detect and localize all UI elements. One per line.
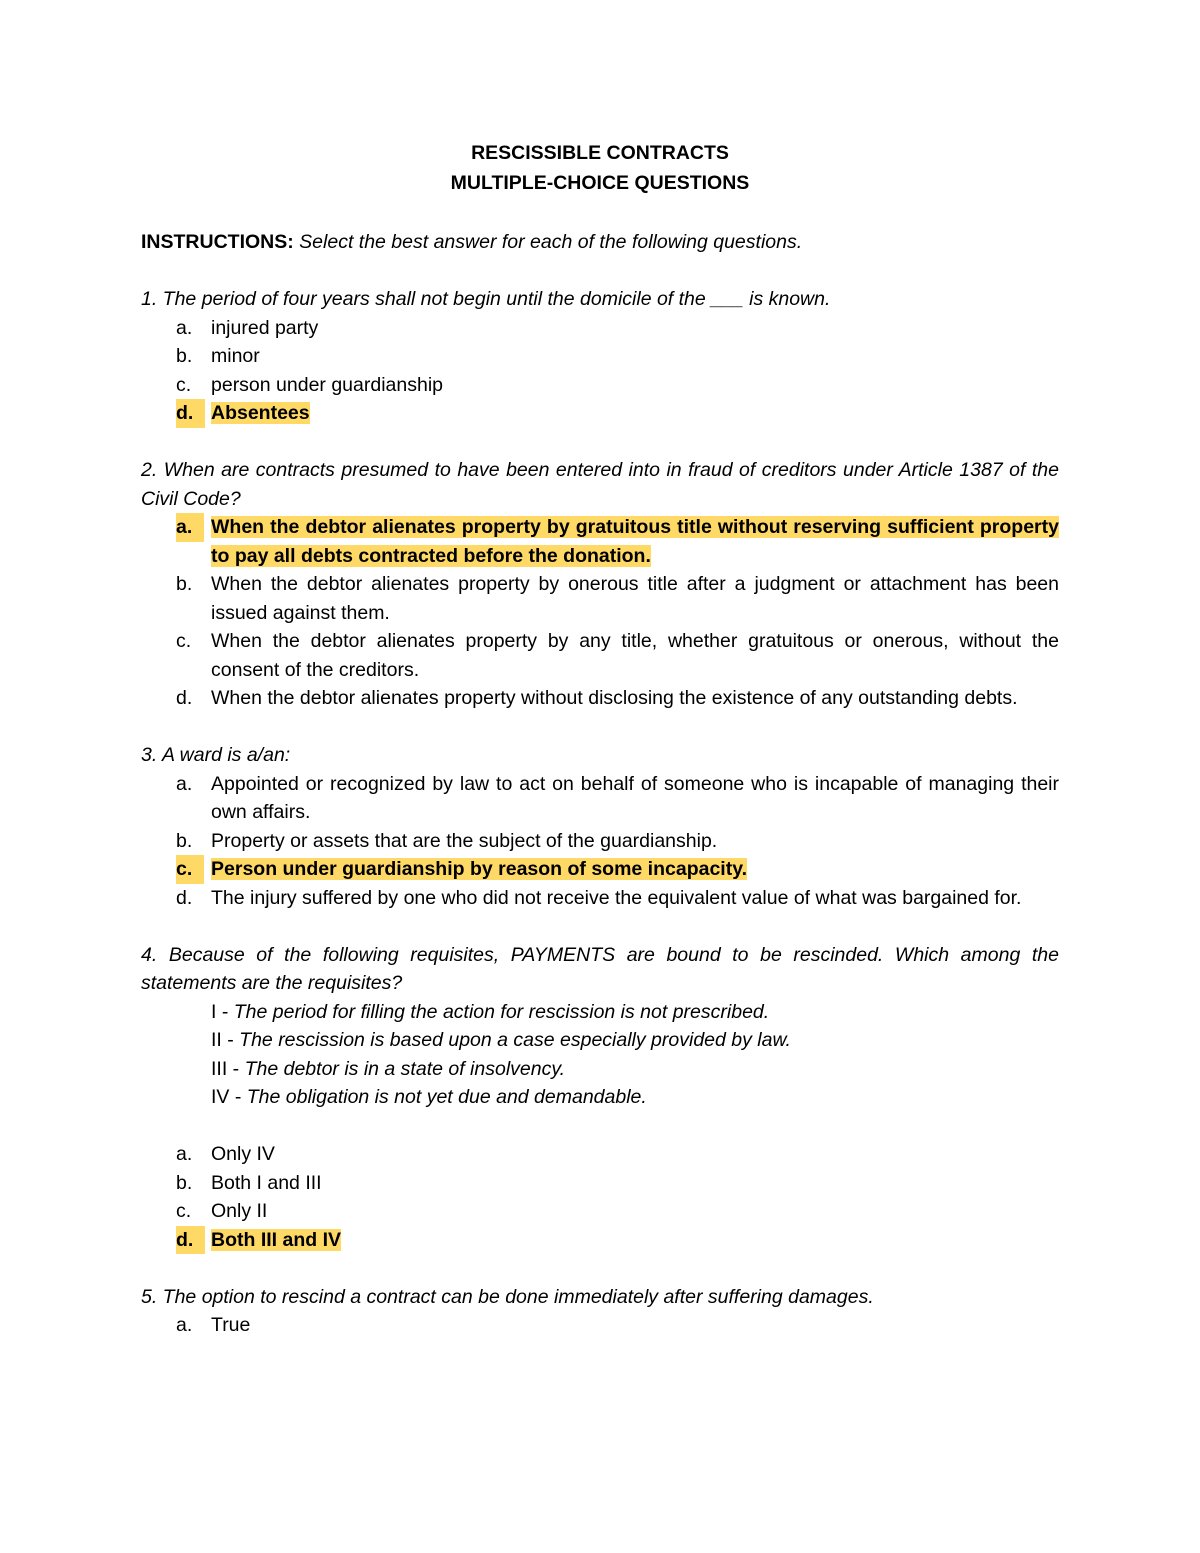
requisite-iii [211,1055,1059,1084]
requisite-numeral: IV - [211,1086,247,1108]
option-a[interactable] [141,314,1059,343]
option-text: When the debtor alienates property without disclosing the existence of any outstanding debts. [211,687,1018,709]
option-letter: d. [176,687,193,709]
option-a-correct[interactable] [141,513,1059,570]
requisite-i [211,998,1059,1027]
option-b[interactable] [141,1169,1059,1198]
option-b[interactable] [141,342,1059,371]
option-letter: b. [176,573,193,595]
option-text: Appointed or recognized by law to act on behalf of someone who is incapable of managing their own affairs. [211,772,1059,823]
option-text: The injury suffered by one who did not receive the equivalent value of what was bargained for. [211,886,1022,909]
spacer [141,198,1059,228]
document-subtitle: MULTIPLE-CHOICE QUESTIONS [450,172,750,194]
question-stem: 5. The option to rescind a contract can be done immediately after suffering damages. [141,1285,874,1308]
option-text: Both I and III [211,1171,322,1194]
instructions-label: INSTRUCTIONS: [141,231,294,253]
option-d[interactable] [141,684,1059,713]
instructions-text: Select the best answer for each of the following questions. [299,231,803,253]
question-stem: 3. A ward is a/an: [141,744,291,766]
option-d-correct[interactable] [141,399,1059,428]
option-letter: c. [176,1200,192,1222]
requisite-numeral: I - [211,1000,234,1023]
option-letter: a. [176,316,193,339]
option-c[interactable] [141,1197,1059,1226]
requisite-ii [211,1026,1059,1055]
requisite-iv [211,1083,1059,1112]
question-3 [141,741,1059,912]
question-stem: 4. Because of the following requisites, PAYMENTS are bound to be rescinded. Which among the statements are the requisites? [141,943,1059,994]
highlighted-answer: Person under guardianship by reason of some incapacity. [211,858,748,880]
option-text: injured party [211,316,319,339]
question-1 [141,285,1059,428]
option-c[interactable] [141,627,1059,684]
requisite-text: The period for filling the action for rescission is not prescribed. [233,1000,770,1023]
answer-options [141,1311,1059,1340]
option-text: minor [211,345,260,367]
option-letter: c. [176,373,192,396]
option-letter: d. [176,1226,205,1255]
option-letter: d. [176,399,205,428]
option-a[interactable] [141,1311,1059,1340]
option-c[interactable] [141,371,1059,400]
option-text: Property or assets that are the subject of the guardianship. [211,829,718,852]
option-a[interactable] [141,1140,1059,1169]
option-a[interactable] [141,770,1059,827]
option-c-correct[interactable] [141,855,1059,884]
option-d[interactable] [141,884,1059,913]
option-letter: c. [176,630,192,652]
document-title: RESCISSIBLE CONTRACTS [471,142,729,164]
option-b[interactable] [141,570,1059,627]
requisite-numeral: III - [211,1057,245,1080]
option-letter: b. [176,829,193,852]
option-letter: a. [176,772,193,795]
answer-options [141,770,1059,913]
option-letter: d. [176,886,193,909]
option-letter: c. [176,855,204,884]
option-letter: b. [176,1171,193,1194]
option-text: True [211,1314,251,1336]
option-d-correct[interactable] [141,1226,1059,1255]
instructions [141,228,1059,257]
question-5 [141,1283,1059,1340]
option-text: When the debtor alienates property by onerous title after a judgment or attachment has been issued against them. [211,573,1059,624]
spacer [141,1112,1059,1141]
answer-options [141,314,1059,428]
question-stem: 2. When are contracts presumed to have been entered into in fraud of creditors under Article 1387 of the Civil Code? [141,459,1059,510]
option-letter: a. [176,1143,193,1165]
requisite-text: The rescission is based upon a case especially provided by law. [239,1029,791,1051]
answer-options [141,513,1059,713]
requisite-text: The debtor is in a state of insolvency. [244,1057,566,1080]
answer-options [141,1140,1059,1254]
option-text: Only IV [211,1143,275,1165]
option-letter: a. [176,1314,193,1336]
highlighted-answer: Both III and IV [211,1228,341,1251]
highlighted-answer: Absentees [211,402,310,424]
option-text: person under guardianship [211,373,444,396]
question-2 [141,456,1059,713]
requisite-numeral: II - [211,1029,240,1051]
highlighted-answer: When the debtor alienates property by gratuitous title without reserving sufficient property to pay all debts contracted before the donation. [211,516,1059,567]
option-letter: a. [176,513,204,542]
option-b[interactable] [141,827,1059,856]
option-letter: b. [176,345,193,367]
question-stem: 1. The period of four years shall not begin until the domicile of the ___ is known. [141,288,831,310]
option-text: When the debtor alienates property by any title, whether gratuitous or onerous, without the consent of the creditors. [211,630,1059,681]
requisites-list [141,998,1059,1112]
question-4 [141,941,1059,1255]
document-page [141,138,1059,1340]
option-text: Only II [211,1200,268,1222]
requisite-text: The obligation is not yet due and demandable. [246,1086,647,1108]
